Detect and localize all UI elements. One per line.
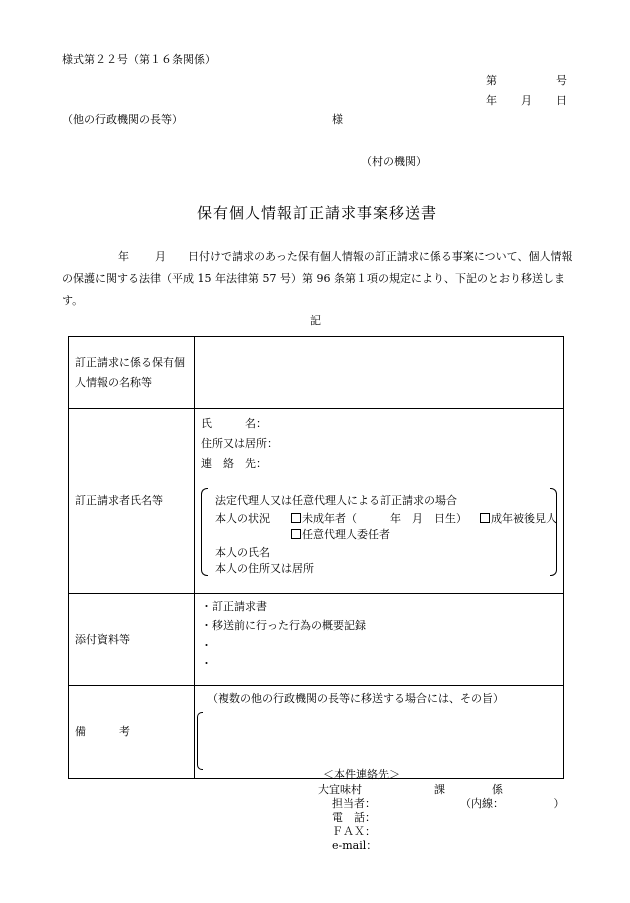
proxy-heading: 法定代理人又は任意代理人による訂正請求の場合 [215, 494, 457, 507]
requester-cell [195, 409, 564, 594]
proxy-section [201, 488, 557, 576]
guardian-label: 成年被後見人 [491, 512, 557, 525]
contact-kakari: 係 [492, 783, 503, 796]
contact-extension: （内線： ） [460, 797, 565, 810]
date-month: 月 [521, 94, 532, 107]
recipient: （他の行政機関の長等） [62, 113, 183, 126]
right-bracket [550, 488, 557, 576]
left-bracket [201, 488, 208, 576]
principal-address-label: 本人の住所又は居所 [215, 562, 314, 575]
minor-checkbox[interactable] [291, 513, 301, 523]
table-row [69, 337, 564, 409]
guardian-option [480, 510, 557, 526]
name-label: 氏 名： [201, 417, 267, 430]
contact-fax-label: ＦＡＸ： [332, 825, 376, 838]
attachment-item: ・移送前に行った行為の概要記録 [201, 619, 366, 632]
table-row [69, 686, 564, 779]
agent-label: 任意代理人委任者 [302, 528, 390, 541]
row-label-remarks: 備 考 [69, 686, 195, 779]
contact-label: 連 絡 先： [201, 457, 267, 470]
table-row [69, 409, 564, 594]
contact-heading: ＜本件連絡先＞ [323, 768, 400, 781]
contact-village: 大宜味村 [318, 783, 362, 796]
form-number: 様式第２２号（第１６条関係） [62, 53, 216, 66]
body-paragraph [62, 246, 582, 312]
remarks-cell[interactable] [195, 686, 564, 779]
sender: （村の機関） [361, 155, 427, 168]
info-name-cell[interactable] [195, 337, 564, 409]
row-label-info-name: 訂正請求に係る保有個人情報の名称等 [69, 337, 195, 409]
minor-label: 未成年者（ 年 月 日生） [302, 512, 467, 525]
principal-name-label: 本人の氏名 [215, 546, 270, 559]
remarks-note: （複数の他の行政機関の長等に移送する場合には、その旨） [207, 692, 504, 705]
doc-number-prefix: 第 [486, 74, 497, 87]
address-label: 住所又は居所： [201, 437, 278, 450]
document-title: 保有個人情報訂正請求事案移送書 [197, 204, 438, 222]
remarks-bracket [197, 712, 203, 770]
agent-checkbox[interactable] [291, 529, 301, 539]
contact-email-label: e-mail： [332, 839, 378, 852]
body-year: 年 [118, 250, 129, 263]
contact-phone-label: 電 話： [332, 811, 376, 824]
body-month: 月 [155, 250, 166, 263]
guardian-checkbox[interactable] [480, 513, 490, 523]
row-label-attachments: 添付資料等 [69, 594, 195, 686]
date-year: 年 [486, 94, 497, 107]
date-day: 日 [556, 94, 567, 107]
ki-label: 記 [310, 314, 321, 327]
table-row [69, 594, 564, 686]
row-label-requester: 訂正請求者氏名等 [69, 409, 195, 594]
attachment-item: ・ [201, 657, 212, 670]
attachments-cell [195, 594, 564, 686]
status-label: 本人の状況 [215, 512, 270, 525]
contact-ka: 課 [434, 783, 445, 796]
recipient-honorific: 様 [332, 113, 343, 126]
attachment-item: ・ [201, 639, 212, 652]
contact-person-label: 担当者： [332, 797, 376, 810]
doc-number-suffix: 号 [556, 74, 567, 87]
attachment-item: ・訂正請求書 [201, 600, 267, 613]
transfer-form-table [68, 336, 564, 779]
agent-option [291, 526, 390, 542]
minor-option [291, 510, 467, 526]
body-text: 日付けで請求のあった保有個人情報の訂正請求に係る事案について、個人情報の保護に関する法律（平成 15 年法律第 57 号）第 96 条第１項の規定により、下記のとおり移送します。 [62, 250, 573, 307]
